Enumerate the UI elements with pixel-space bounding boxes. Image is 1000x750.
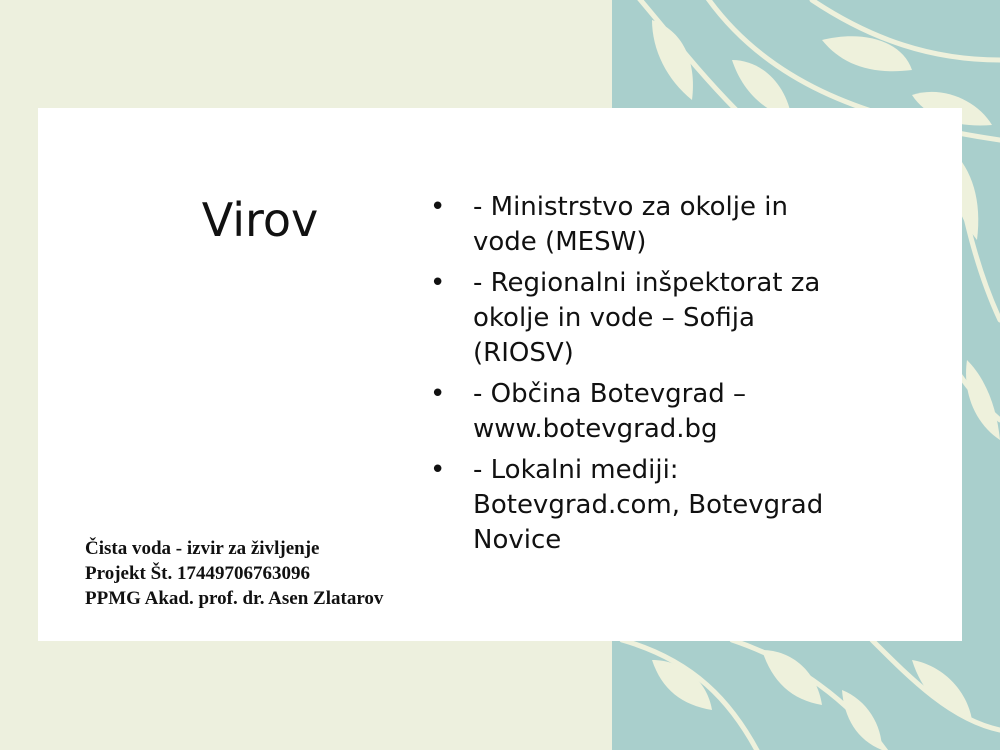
- bullet-text: - Občina Botevgrad – www.botevgrad.bg: [473, 379, 747, 444]
- bullet-item: [430, 266, 830, 371]
- bullet-item: [430, 453, 830, 558]
- bullet-marker: •: [430, 379, 446, 409]
- footer-project-name: Čista voda - izvir za življenje: [85, 538, 320, 559]
- footer-school-name: PPMG Akad. prof. dr. Asen Zlatarov: [85, 588, 384, 609]
- bullet-item: [430, 190, 830, 260]
- bullet-marker: •: [430, 455, 446, 485]
- bullet-marker: •: [430, 268, 446, 298]
- bullet-list: [430, 190, 830, 564]
- bullet-marker: •: [430, 192, 446, 222]
- bullet-text: - Regionalni inšpektorat za okolje in vode – Sofija (RIOSV): [473, 268, 821, 368]
- bullet-text: - Lokalni mediji: Botevgrad.com, Botevgrad Novice: [473, 455, 824, 555]
- bullet-item: [430, 377, 830, 447]
- project-footer: [85, 536, 383, 611]
- bullet-text: - Ministrstvo za okolje in vode (MESW): [473, 192, 788, 257]
- slide-title: Virov: [201, 193, 319, 247]
- footer-project-number: Projekt Št. 17449706763096: [85, 563, 310, 584]
